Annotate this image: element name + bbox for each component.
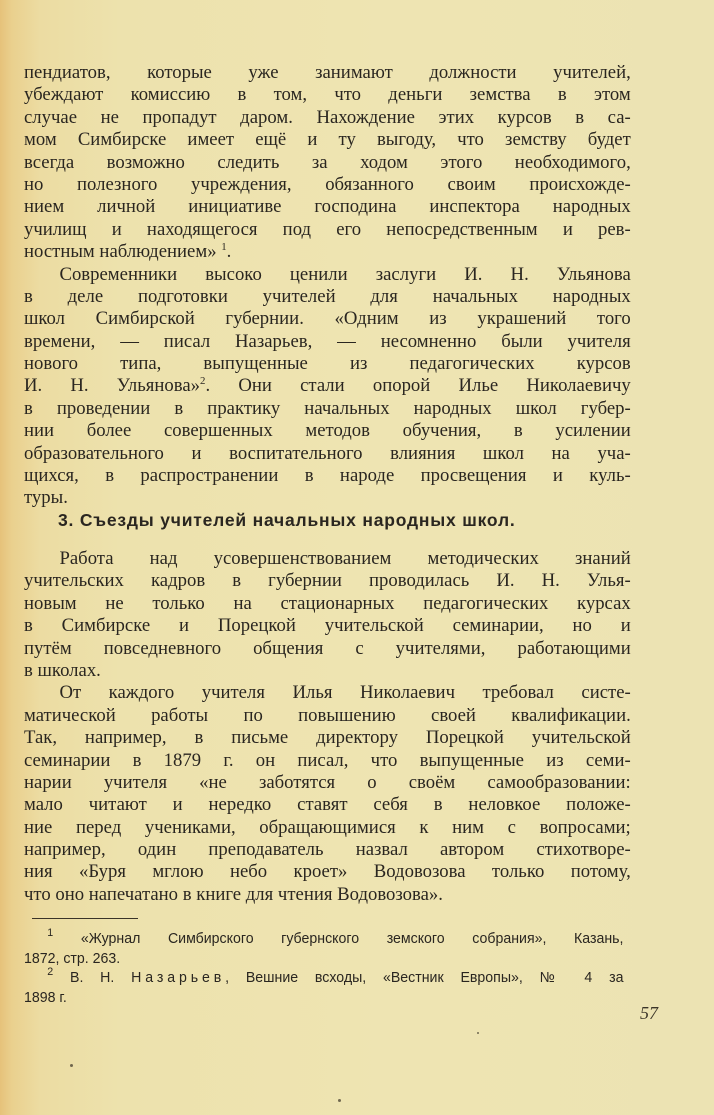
section-heading: 3. Съезды учителей начальных народных школ. — [58, 510, 516, 530]
text-line: Работа над усовершенствованием методических знаний — [59, 548, 631, 569]
text-line: времени, — писал Назарьев, — несомненно были учителя — [24, 330, 631, 352]
text-line: учительских кадров в губернии проводилась И. Н. Улья- — [24, 570, 631, 592]
text-line: новым не только на стационарных педагогических курсах — [24, 592, 631, 614]
text-line: в Симбирске и Порецкой учительской семинарии, но и — [24, 615, 631, 637]
text-line: ние перед учениками, обращающимися к ним с вопросами; — [24, 816, 631, 838]
text-line: мало читают и нередко ставят себя в неловкое положе- — [24, 794, 631, 816]
footnote-2: $^2$ В. Н. Назарьев, Вешние всходы, «Вестник Европы», № 4 за — [47, 966, 624, 986]
text-line: убеждают комиссию в том, что деньги земства в этом — [24, 84, 631, 106]
text-line: мом Симбирске имеет ещё и ту выгоду, что земству будет — [24, 129, 631, 151]
text-line: нарии учителя «не заботятся о своём самообразовании: — [24, 771, 631, 793]
paragraph-methodical-work — [24, 548, 640, 682]
text-line: нием личной инициативе господина инспектора народных — [24, 196, 631, 218]
text-line: Так, например, в письме директору Порецкой учительской — [24, 727, 631, 749]
paper-speck — [477, 1032, 479, 1034]
body-text-top — [24, 62, 640, 510]
text-line: нии более совершенных методов обучения, в усилении — [24, 420, 631, 442]
text-line: туры. — [24, 487, 68, 509]
text-line: в школах. — [24, 659, 101, 681]
footnote-ref-2[interactable]: 2 — [200, 375, 206, 388]
paper-speck — [338, 1099, 341, 1102]
text-line: путём повседневного общения с учителями, работающими — [24, 637, 631, 659]
text-line: например, один преподаватель назвал автором стихотворе- — [24, 839, 631, 861]
text-line: нового типа, выпущенные из педагогических курсов — [24, 353, 631, 375]
footnote-divider — [32, 918, 138, 919]
paragraph-continuation — [24, 62, 640, 264]
text-line: школ Симбирской губернии. «Одним из украшений того — [24, 308, 631, 330]
text-line: матической работы по повышению своей квалификации. — [24, 704, 631, 726]
text-line: ностным наблюдением» $^1$. — [24, 241, 232, 263]
body-text-section — [24, 548, 640, 906]
footnotes — [24, 927, 642, 1008]
text-line: Современники высоко ценили заслуги И. Н. Ульянова — [59, 263, 631, 285]
text-line: семинарии в 1879 г. он писал, что выпущенные из семи- — [24, 749, 631, 771]
paper-speck — [70, 1064, 73, 1067]
page-number: 57 — [640, 1003, 658, 1023]
text-line: но полезного учреждения, обязанного своим происхожде- — [24, 173, 631, 195]
text-line: всегда возможно следить за ходом этого необходимого, — [24, 151, 631, 173]
footnote-1-cont: 1872, стр. 263. — [24, 950, 121, 967]
footnote-2-cont: 1898 г. — [24, 989, 67, 1006]
text-line: щихся, в распространении в народе просвещения и куль- — [24, 465, 631, 487]
text-line: случае не пропадут даром. Нахождение этих курсов в са- — [24, 106, 631, 128]
text-line: что оно напечатано в книге для чтения Водовозова». — [24, 883, 443, 905]
text-line: в проведении в практику начальных народных школ губер- — [24, 397, 631, 419]
text-line: И. Н. Ульянова»$^2$. Они стали опорой Илье Николаевичу — [24, 375, 631, 397]
text-line: образовательного и воспитательного влияния школ на уча- — [24, 442, 631, 464]
text-line: в деле подготовки учителей для начальных народных — [24, 285, 631, 307]
paragraph-contemporaries — [24, 264, 640, 510]
text-line: пендиатов, которые уже занимают должности учителей, — [24, 62, 631, 83]
footnote-1: $^1$ «Журнал Симбирского губернского земского собрания», Казань, — [47, 927, 624, 947]
footnote-ref-1[interactable]: 1 — [221, 241, 227, 254]
text-line: От каждого учителя Илья Николаевич требовал систе- — [59, 682, 631, 704]
paragraph-each-teacher — [24, 682, 640, 906]
text-line: ния «Буря мглою небо кроет» Водовозова только потому, — [24, 861, 631, 883]
text-line: училищ и находящегося под его непосредственным и рев- — [24, 218, 631, 240]
